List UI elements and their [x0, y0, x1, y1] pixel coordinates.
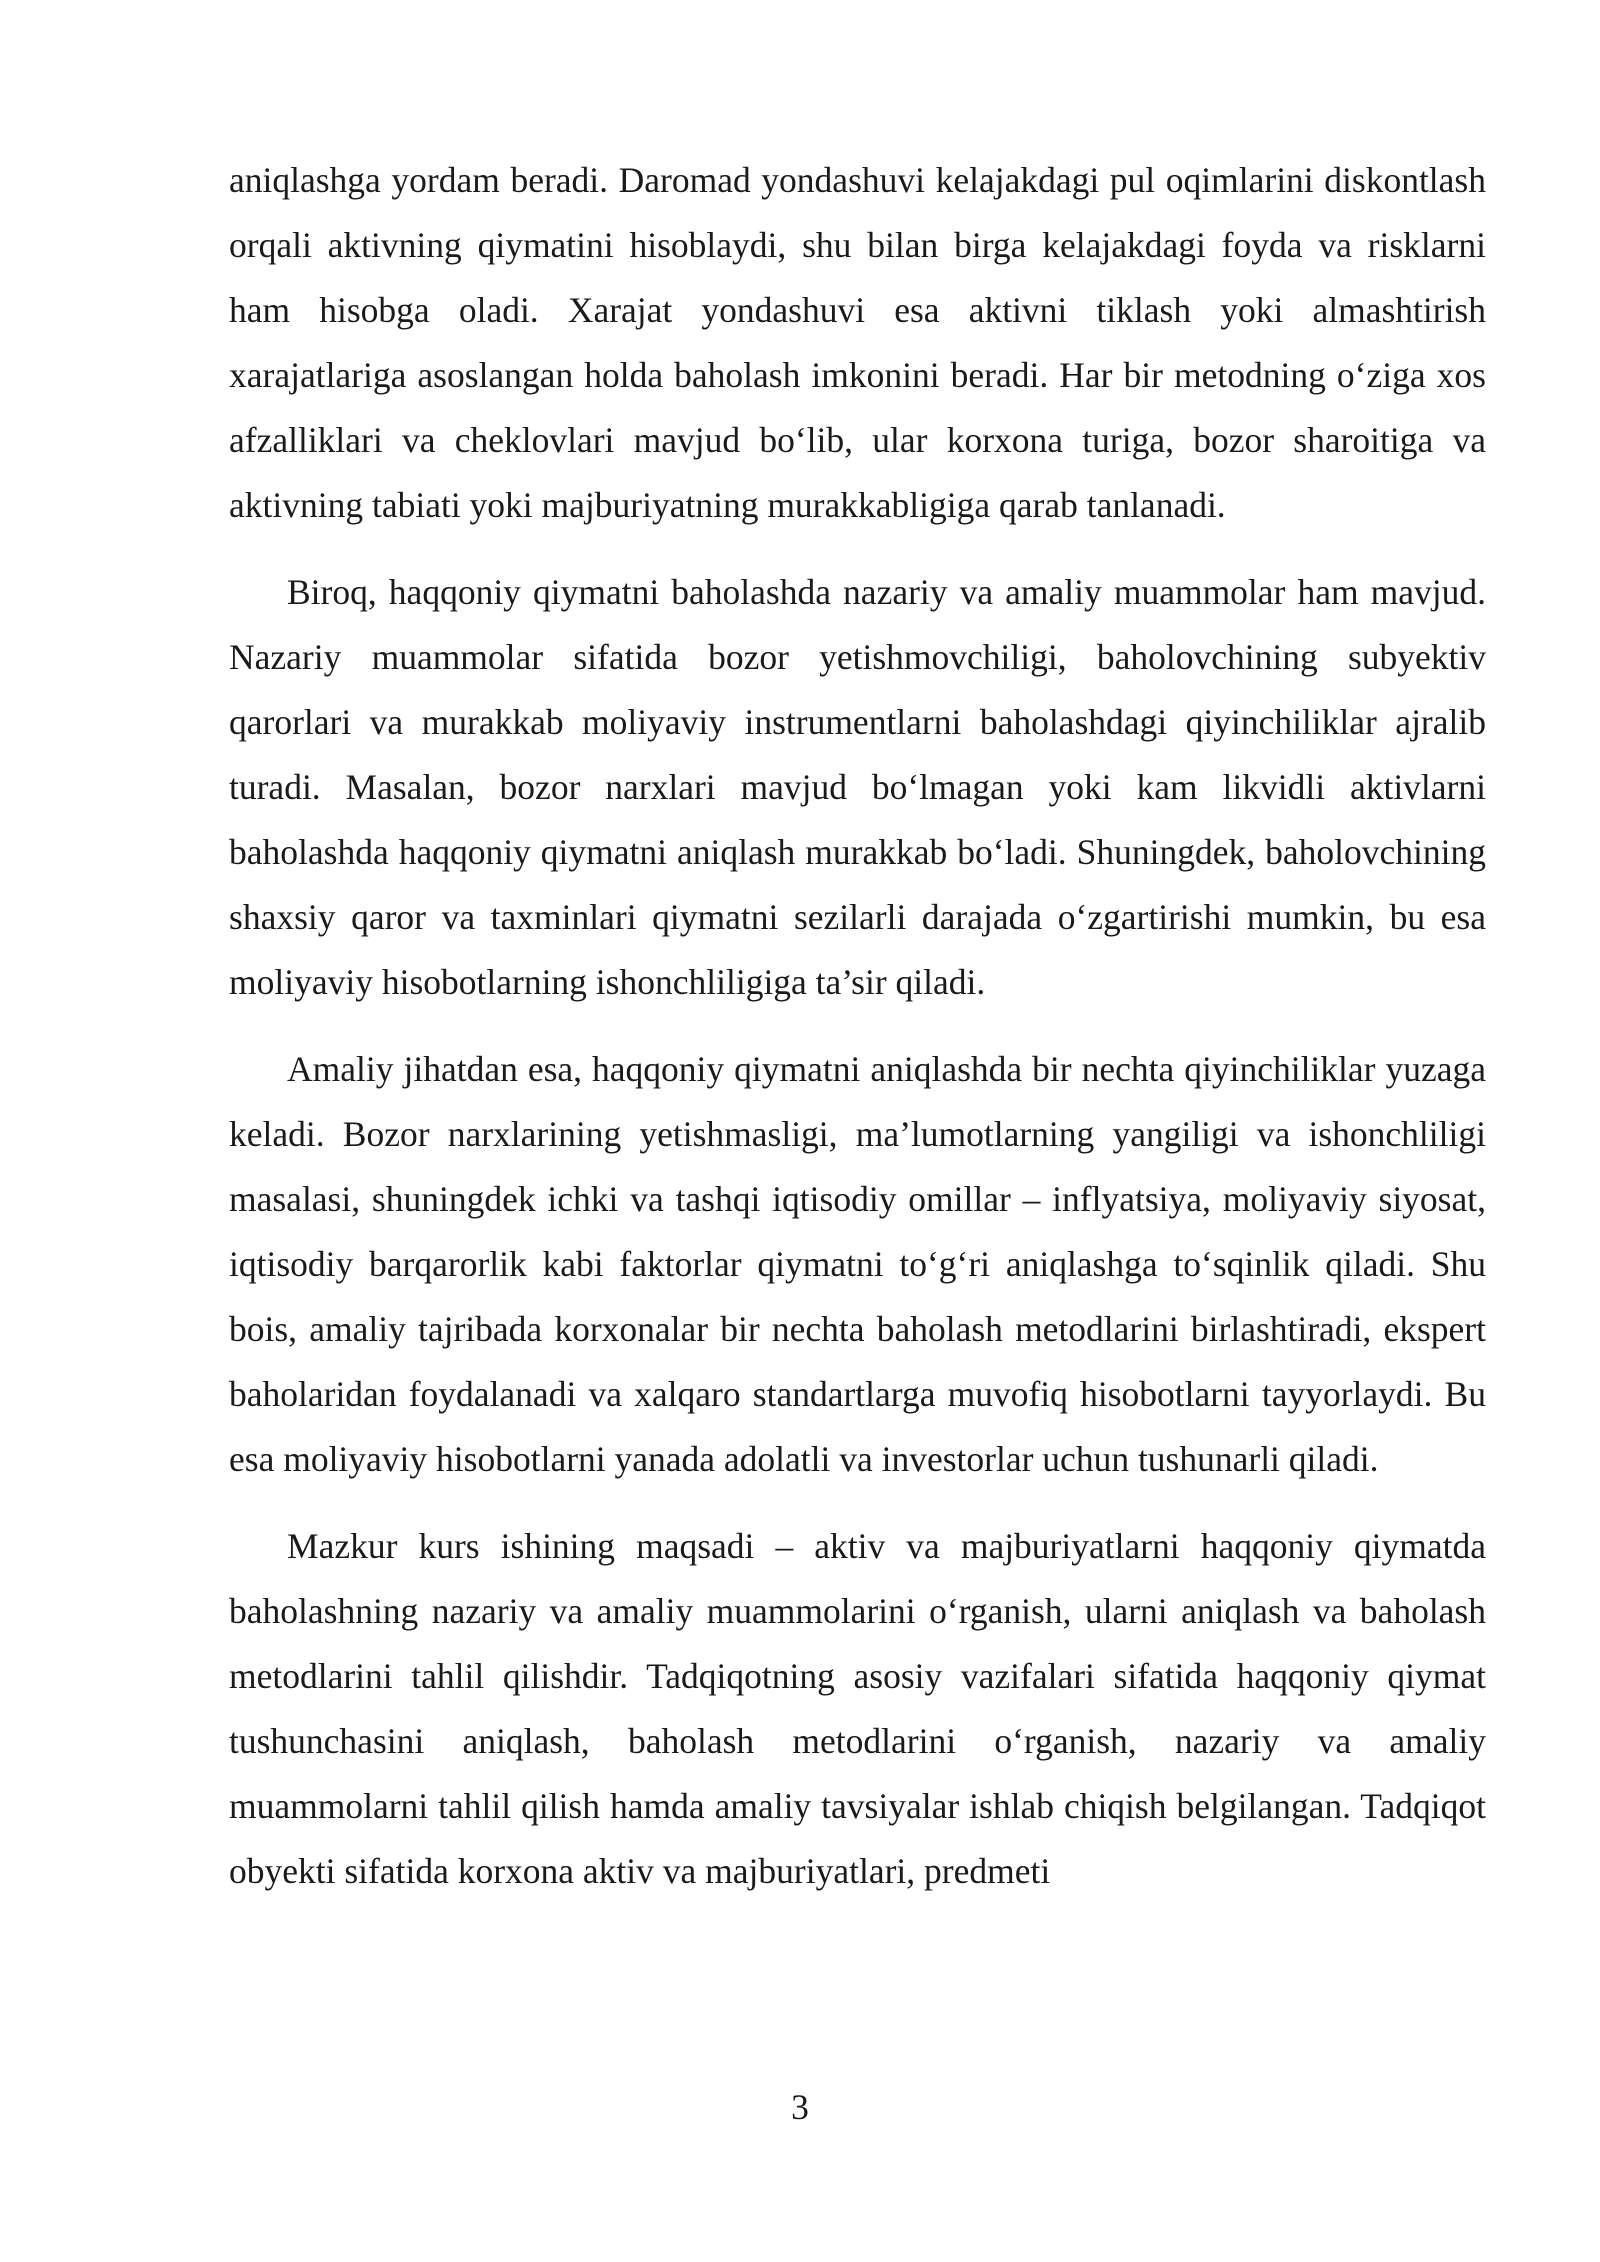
- paragraph-2: Biroq, haqqoniy qiymatni baholashda nazariy va amaliy muammolar ham mavjud. Nazariy muammolar sifatida bozor yetishmovchiligi, baholovchining subyektiv qarorlari va murakkab moliyaviy instrumentlarni baholashdagi qiyinchiliklar ajralib turadi. Masalan, bozor narxlari mavjud bo‘lmagan yoki kam likvidli aktivlarni baholashda haqqoniy qiymatni aniqlash murakkab bo‘ladi. Shuningdek, baholovchining shaxsiy qaror va taxminlari qiymatni sezilarli darajada o‘zgartirishi mumkin, bu esa moliyaviy hisobotlarning ishonchliligiga ta’sir qiladi.: [229, 572, 1486, 1002]
- page-body: [229, 148, 1486, 1926]
- paragraph-1: aniqlashga yordam beradi. Daromad yondashuvi kelajakdagi pul oqimlarini diskontlash orqali aktivning qiymatini hisoblaydi, shu bilan birga kelajakdagi foyda va risklarni ham hisobga oladi. Xarajat yondashuvi esa aktivni tiklash yoki almashtirish xarajatlariga asoslangan holda baholash imkonini beradi. Har bir metodning o‘ziga xos afzalliklari va cheklovlari mavjud bo‘lib, ular korxona turiga, bozor sharoitiga va aktivning tabiati yoki majburiyatning murakkabligiga qarab tanlanadi.: [229, 160, 1486, 525]
- paragraph-4: Mazkur kurs ishining maqsadi – aktiv va majburiyatlarni haqqoniy qiymatda baholashning nazariy va amaliy muammolarini o‘rganish, ularni aniqlash va baholash metodlarini tahlil qilishdir. Tadqiqotning asosiy vazifalari sifatida haqqoniy qiymat tushunchasini aniqlash, baholash metodlarini o‘rganish, nazariy va amaliy muammolarni tahlil qilish hamda amaliy tavsiyalar ishlab chiqish belgilangan. Tadqiqot obyekti sifatida korxona aktiv va majburiyatlari, predmeti: [229, 1526, 1486, 1891]
- page-number: 3: [791, 2087, 809, 2127]
- paragraph-3: Amaliy jihatdan esa, haqqoniy qiymatni aniqlashda bir nechta qiyinchiliklar yuzaga keladi. Bozor narxlarining yetishmasligi, ma’lumotlarning yangiligi va ishonchliligi masalasi, shuningdek ichki va tashqi iqtisodiy omillar – inflyatsiya, moliyaviy siyosat, iqtisodiy barqarorlik kabi faktorlar qiymatni to‘g‘ri aniqlashga to‘sqinlik qiladi. Shu bois, amaliy tajribada korxonalar bir nechta baholash metodlarini birlashtiradi, ekspert baholaridan foydalanadi va xalqaro standartlarga muvofiq hisobotlarni tayyorlaydi. Bu esa moliyaviy hisobotlarni yanada adolatli va investorlar uchun tushunarli qiladi.: [229, 1049, 1486, 1479]
